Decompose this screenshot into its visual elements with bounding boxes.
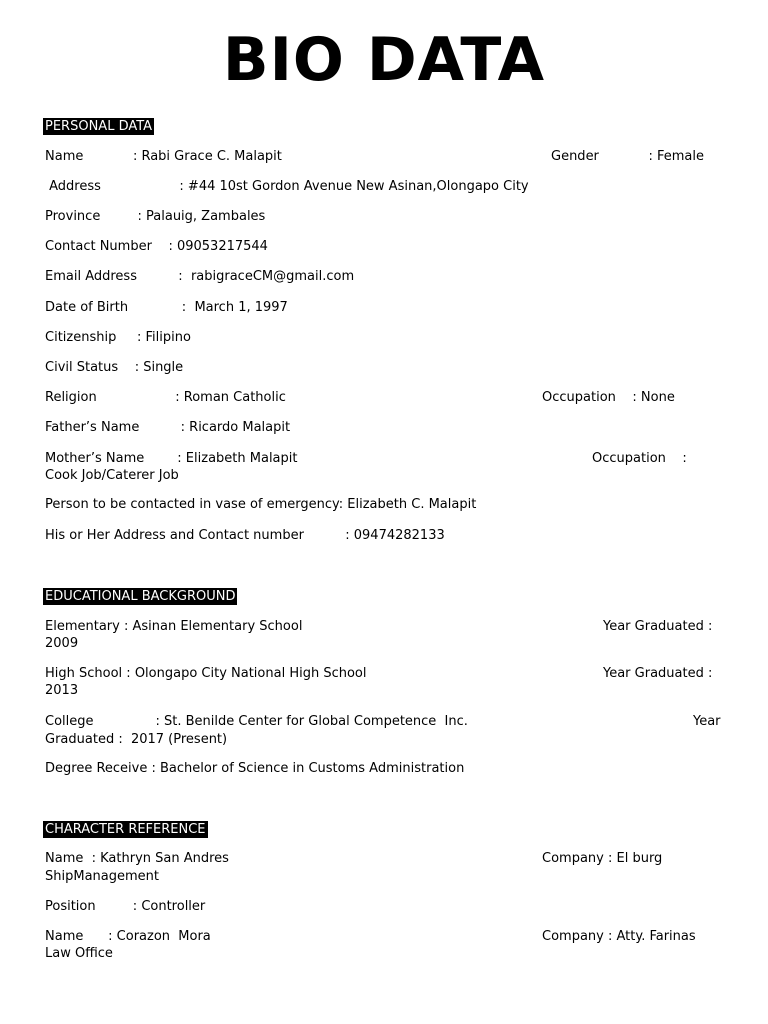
mothers-name-line: Mother’s Name : Elizabeth Malapit xyxy=(45,451,298,466)
reference-1-company: Company : El burg xyxy=(542,851,663,866)
college-line: College : St. Benilde Center for Global Competence Inc. xyxy=(45,714,468,729)
contact-number-line: Contact Number : 09053217544 xyxy=(45,239,268,254)
occupation-value-2: Cook Job/Caterer Job xyxy=(45,468,179,483)
religion-line: Religion : Roman Catholic xyxy=(45,390,286,405)
reference-2-company-continued: Law Office xyxy=(45,946,113,961)
gender-line: Gender : Female xyxy=(551,149,705,164)
emergency-address-line: His or Her Address and Contact number : 09474282133 xyxy=(45,528,445,543)
emergency-contact-line: Person to be contacted in vase of emergency: Elizabeth C. Malapit xyxy=(45,497,477,512)
high-school-line: High School : Olongapo City National High School xyxy=(45,666,367,681)
civil-status-line: Civil Status : Single xyxy=(45,360,184,375)
section-heading-personal-data: PERSONAL DATA xyxy=(45,119,153,134)
elementary-year: 2009 xyxy=(45,636,79,651)
section-heading-character-reference: CHARACTER REFERENCE xyxy=(45,822,206,837)
reference-2-name: Name : Corazon Mora xyxy=(45,929,211,944)
reference-1-name: Name : Kathryn San Andres xyxy=(45,851,229,866)
reference-1-position: Position : Controller xyxy=(45,899,206,914)
name-line: Name : Rabi Grace C. Malapit xyxy=(45,149,282,164)
elementary-year-label: Year Graduated : xyxy=(603,619,713,634)
citizenship-line: Citizenship : Filipino xyxy=(45,330,191,345)
address-line: Address : #44 10st Gordon Avenue New Asinan,Olongapo City xyxy=(45,179,529,194)
document-title: BIO DATA xyxy=(222,25,546,95)
high-school-year-label: Year Graduated : xyxy=(603,666,713,681)
fathers-name-line: Father’s Name : Ricardo Malapit xyxy=(45,420,291,435)
degree-line: Degree Receive : Bachelor of Science in Customs Administration xyxy=(45,761,465,776)
date-of-birth-line: Date of Birth : March 1, 1997 xyxy=(45,300,288,315)
province-line: Province : Palauig, Zambales xyxy=(45,209,266,224)
college-year: Graduated : 2017 (Present) xyxy=(45,732,228,747)
elementary-line: Elementary : Asinan Elementary School xyxy=(45,619,303,634)
reference-2-company: Company : Atty. Farinas xyxy=(542,929,696,944)
high-school-year: 2013 xyxy=(45,683,79,698)
email-address-line: Email Address : rabigraceCM@gmail.com xyxy=(45,269,355,284)
occupation-label-2: Occupation : xyxy=(592,451,687,466)
occupation-line-1: Occupation : None xyxy=(542,390,675,405)
college-year-label: Year xyxy=(693,714,721,729)
reference-1-company-continued: ShipManagement xyxy=(45,869,159,884)
section-heading-educational-background: EDUCATIONAL BACKGROUND xyxy=(45,589,236,604)
